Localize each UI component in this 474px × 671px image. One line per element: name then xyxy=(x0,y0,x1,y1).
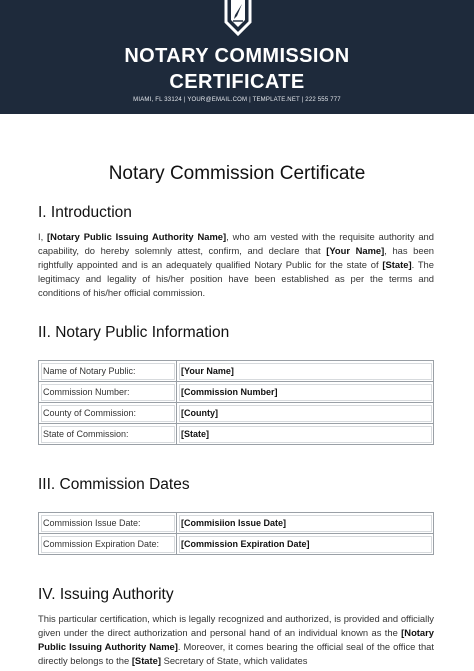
row-value: [Commission Number] xyxy=(177,382,434,403)
placeholder-state: [State] xyxy=(131,655,161,666)
placeholder-state: [State] xyxy=(382,259,412,270)
table-row xyxy=(39,403,434,424)
row-value: [Commission Expiration Date] xyxy=(177,534,434,555)
row-value: [Your Name] xyxy=(177,361,434,382)
row-value: [Commisiion Issue Date] xyxy=(177,513,434,534)
row-label: Name of Notary Public: xyxy=(39,361,177,382)
issuing-authority-paragraph xyxy=(38,612,434,668)
section-heading-commission-dates: III. Commission Dates xyxy=(38,476,190,493)
row-value: [State] xyxy=(177,424,434,445)
placeholder-your-name: [Your Name] xyxy=(326,245,385,256)
row-value: [County] xyxy=(177,403,434,424)
quill-badge-icon xyxy=(218,0,258,40)
banner-title-line-2: CERTIFICATE xyxy=(169,71,305,93)
table-row xyxy=(39,534,434,555)
text-run: . Moreover, it comes bearing the official seal of the office that directly belongs to the xyxy=(38,641,435,666)
table-row xyxy=(39,382,434,403)
section-heading-notary-info: II. Notary Public Information xyxy=(38,324,230,341)
row-label: Commission Number: xyxy=(39,382,177,403)
banner-title-line-1: NOTARY COMMISSION xyxy=(124,45,350,67)
header-banner xyxy=(0,0,474,114)
text-run: Secretary of State, which validates xyxy=(160,655,308,666)
introduction-paragraph xyxy=(38,230,434,300)
contact-line: MIAMI, FL 33124 | YOUR@EMAIL.COM | TEMPLATE.NET | 222 555 777 xyxy=(133,97,341,103)
document-title: Notary Commission Certificate xyxy=(108,163,366,184)
row-label: Commission Issue Date: xyxy=(39,513,177,534)
section-heading-introduction: I. Introduction xyxy=(38,204,132,221)
section-heading-issuing-authority: IV. Issuing Authority xyxy=(38,586,174,603)
text-run: , has been rightfully appointed and is an adequately qualified Notary Public for the state of xyxy=(38,245,435,270)
notary-info-table xyxy=(38,360,434,445)
placeholder-authority-name: [Notary Public Issuing Authority Name] xyxy=(38,627,434,652)
row-label: Commission Expiration Date: xyxy=(39,534,177,555)
row-label: County of Commission: xyxy=(39,403,177,424)
text-run: This particular certification, which is legally recognized and authorized, is provided and officially given under the direct authorization and personal hand of an individual known as the xyxy=(38,613,434,638)
row-label: State of Commission: xyxy=(39,424,177,445)
commission-dates-table xyxy=(38,512,434,555)
placeholder-authority-name: [Notary Public Issuing Authority Name] xyxy=(47,231,227,242)
text-run: I, xyxy=(38,231,48,242)
table-row xyxy=(39,424,434,445)
text-run: . The legitimacy and legality of his/her position have been established as per the terms and conditions of his/her official commission. xyxy=(38,259,434,298)
text-run: , who am vested with the requisite authority and capability, do hereby solemnly attest, confirm, and declare that xyxy=(38,231,434,256)
table-row xyxy=(39,513,434,534)
table-row xyxy=(39,361,434,382)
